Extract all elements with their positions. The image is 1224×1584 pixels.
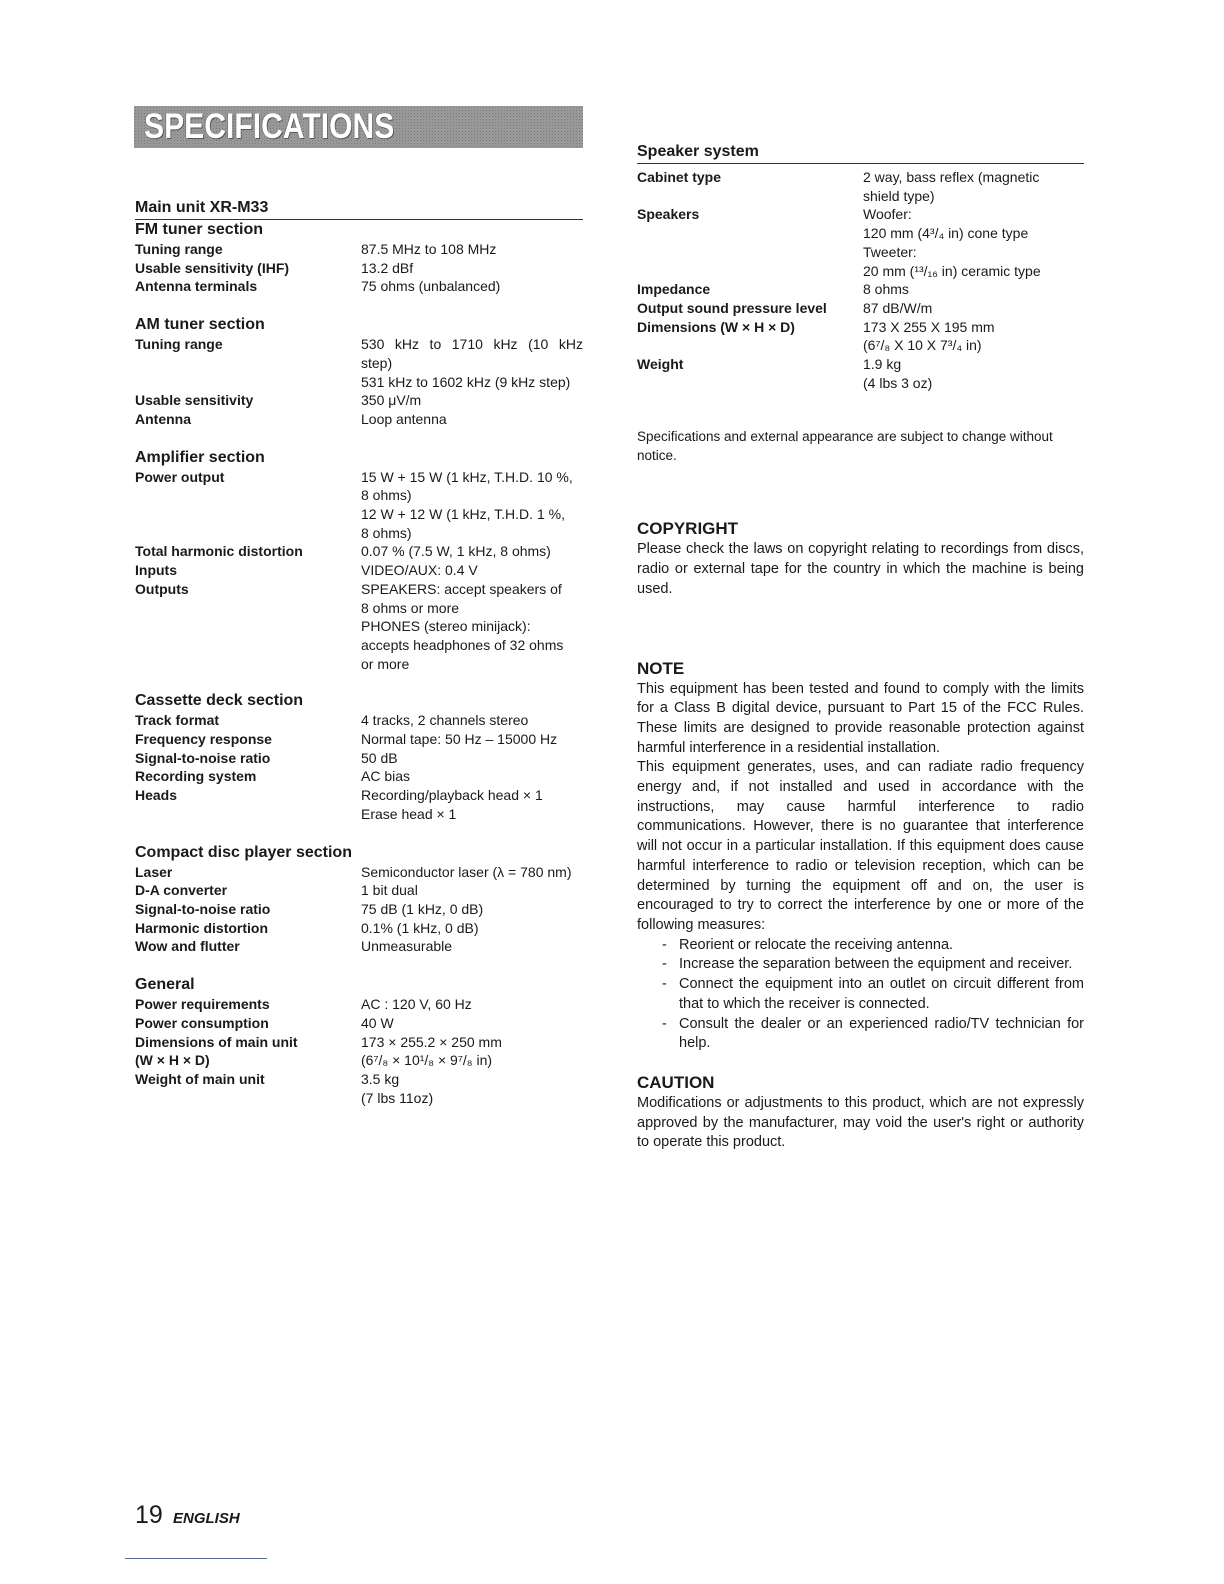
spec-row	[135, 1014, 583, 1033]
spec-value	[361, 542, 583, 561]
spec-value-line: AC bias	[361, 768, 411, 785]
page-language-label: ENGLISH	[173, 1510, 240, 1527]
spec-value-line: 530 kHz to 1710 kHz (10 kHz	[361, 336, 583, 353]
spec-value	[361, 786, 583, 823]
spec-value	[361, 881, 583, 900]
spec-label: Weight of main unit	[135, 1070, 265, 1087]
spec-value-line: Normal tape: 50 Hz – 15000 Hz	[361, 731, 558, 748]
caution-heading: CAUTION	[637, 1072, 715, 1092]
spec-value-line: 120 mm (4³/₄ in) cone type	[863, 225, 1029, 242]
spec-row	[135, 335, 583, 391]
main-unit-heading: Main unit XR-M33	[135, 198, 583, 220]
spec-row	[135, 542, 583, 561]
spec-value	[361, 711, 583, 730]
spec-value	[361, 277, 583, 296]
spec-value-line: step)	[361, 354, 393, 371]
spec-label: Frequency response	[135, 731, 272, 748]
spec-label: Signal-to-noise ratio	[135, 900, 271, 917]
spec-row	[135, 767, 583, 786]
spec-value	[863, 205, 1084, 280]
spec-label: Signal-to-noise ratio	[135, 749, 271, 766]
spec-label: Impedance	[637, 281, 711, 298]
spec-label: (W × H × D)	[135, 1052, 210, 1069]
speaker-system-heading: Speaker system	[637, 142, 1084, 164]
spec-label: Weight	[637, 356, 684, 373]
am-tuner-section	[135, 315, 583, 429]
spec-row	[135, 1033, 583, 1052]
spec-row	[135, 881, 583, 900]
spec-label: Power consumption	[135, 1014, 269, 1031]
spec-label: Antenna	[135, 410, 191, 427]
copyright-text: Please check the laws on copyright relating to recordings from discs, radio or external tape for the country in which the machine is being used.	[637, 541, 1084, 597]
spec-row	[135, 1070, 583, 1107]
spec-value	[361, 1033, 583, 1052]
spec-label: Track format	[135, 712, 220, 729]
spec-row	[135, 410, 583, 429]
spec-value	[361, 259, 583, 278]
spec-value-line: VIDEO/AUX: 0.4 V	[361, 562, 478, 579]
spec-value-line: 173 X 255 X 195 mm	[863, 318, 995, 335]
spec-label: Harmonic distortion	[135, 919, 269, 936]
spec-label: Cabinet type	[637, 169, 722, 185]
spec-label: Antenna terminals	[135, 278, 258, 295]
spec-label: Output sound pressure level	[637, 299, 827, 316]
spec-row	[135, 259, 583, 278]
spec-value	[863, 299, 1084, 318]
spec-value	[361, 919, 583, 938]
spec-label: Dimensions (W × H × D)	[637, 318, 795, 335]
spec-value-line: PHONES (stereo minijack):	[361, 618, 531, 635]
spec-value	[361, 240, 583, 259]
section-title: General	[135, 976, 195, 994]
spec-value-line: 75 dB (1 kHz, 0 dB)	[361, 900, 484, 917]
spec-row	[135, 1051, 583, 1070]
spec-value	[361, 863, 583, 882]
spec-value	[361, 391, 583, 410]
spec-value-line: 3.5 kg	[361, 1070, 400, 1087]
spec-value-line: 15 W + 15 W (1 kHz, T.H.D. 10 %,	[361, 468, 573, 485]
section-title: FM tuner section	[135, 221, 264, 238]
spec-label: D-A converter	[135, 882, 228, 899]
specifications-banner	[134, 106, 583, 148]
spec-value-line: 87 dB/W/m	[863, 299, 933, 316]
copyright-block	[637, 518, 1084, 599]
spec-value-line: AC : 120 V, 60 Hz	[361, 996, 472, 1013]
spec-value	[361, 561, 583, 580]
spec-label: Heads	[135, 787, 178, 804]
list-item-text: Increase the separation between the equipment and receiver.	[679, 956, 1073, 973]
spec-value-line: (7 lbs 11oz)	[361, 1089, 434, 1106]
spec-value-line: 75 ohms (unbalanced)	[361, 278, 501, 295]
spec-value-line: 13.2 dBf	[361, 259, 414, 276]
spec-value	[361, 749, 583, 768]
list-item-text: Consult the dealer or an experienced radio/TV technician for help.	[679, 1015, 1084, 1052]
spec-label: Recording system	[135, 768, 257, 785]
specifications-notice: Specifications and external appearance are subject to change without notice.	[637, 429, 1053, 464]
spec-value	[361, 1070, 583, 1107]
compact-disc-section	[135, 843, 583, 957]
spec-label: Wow and flutter	[135, 938, 240, 955]
list-item: - Connect the equipment into an outlet on circuit different from that to which the receiver is connected.	[662, 976, 1084, 1012]
spec-label: Tuning range	[135, 241, 223, 257]
spec-value-line: 2 way, bass reflex (magnetic	[863, 169, 1040, 185]
spec-value-line: 1.9 kg	[863, 356, 902, 373]
spec-value-line: Loop antenna	[361, 410, 447, 427]
spec-label: Dimensions of main unit	[135, 1033, 298, 1050]
spec-row	[637, 299, 1084, 318]
spec-row	[135, 580, 583, 674]
spec-value-line: 87.5 MHz to 108 MHz	[361, 241, 497, 257]
spec-label: Laser	[135, 863, 173, 880]
spec-value-line: 8 ohms or more	[361, 599, 460, 616]
spec-row	[637, 205, 1084, 280]
spec-table	[135, 335, 583, 429]
spec-label: Tuning range	[135, 336, 223, 353]
spec-label: Usable sensitivity	[135, 392, 254, 409]
spec-row	[637, 355, 1084, 392]
spec-value-line: Woofer:	[863, 206, 912, 223]
spec-row	[135, 711, 583, 730]
page-number: 19	[135, 1501, 163, 1529]
list-item: - Reorient or relocate the receiving antenna.	[662, 936, 954, 953]
spec-value-line: 531 kHz to 1602 kHz (9 kHz step)	[361, 373, 571, 390]
note-measures-list	[637, 936, 1084, 1054]
spec-row	[637, 318, 1084, 355]
spec-value-line: Recording/playback head × 1	[361, 787, 543, 804]
section-title: Compact disc player section	[135, 843, 352, 861]
spec-label: Inputs	[135, 562, 177, 579]
section-title: Cassette deck section	[135, 692, 304, 710]
list-item: - Increase the separation between the equipment and receiver.	[662, 956, 1073, 973]
caution-block	[637, 1072, 1084, 1153]
note-paragraph: This equipment generates, uses, and can radiate radio frequency energy and, if not installed and used in accordance with the instructions, may cause harmful interference to radio communications. However, there is no guarantee that interference will not occur in a particular installation. If this equipment does cause harmful interference to radio or television reception, which can be determined by turning the equipment off and on, the user is encouraged to try to correct the interference by one or more of the following measures:	[637, 759, 1084, 933]
spec-row	[135, 391, 583, 410]
caution-text: Modifications or adjustments to this product, which are not expressly approved by the manufacturer, may void the user's right or authority to operate this product.	[637, 1094, 1084, 1151]
spec-value-line: (6⁷/₈ × 10¹/₈ × 9⁷/₈ in)	[361, 1052, 493, 1069]
spec-value-line: 4 tracks, 2 channels stereo	[361, 712, 529, 729]
page-title: SPECIFICATIONS	[144, 107, 395, 146]
spec-row	[135, 240, 583, 259]
spec-row	[135, 749, 583, 768]
spec-value	[361, 995, 583, 1014]
spec-value-line: Tweeter:	[863, 243, 917, 260]
note-block	[637, 658, 1084, 1054]
copyright-heading: COPYRIGHT	[637, 519, 739, 539]
spec-value	[361, 900, 583, 919]
spec-value-line: Semiconductor laser (λ = 780 nm)	[361, 863, 572, 880]
spec-row	[135, 863, 583, 882]
spec-value-line: 173 × 255.2 × 250 mm	[361, 1033, 502, 1050]
spec-value-line: 0.1% (1 kHz, 0 dB)	[361, 919, 479, 936]
spec-value	[361, 1051, 583, 1070]
spec-label: Speakers	[637, 206, 700, 223]
spec-table	[135, 711, 583, 823]
spec-row	[135, 919, 583, 938]
spec-value-line: Unmeasurable	[361, 938, 453, 955]
spec-value-line: shield type)	[863, 187, 935, 204]
note-paragraph: This equipment has been tested and found to comply with the limits for a Class B digital device, pursuant to Part 15 of the FCC Rules. These limits are designed to provide reasonable protection against harmful interference in a residential installation.	[637, 680, 1084, 756]
spec-value-line: 0.07 % (7.5 W, 1 kHz, 8 ohms)	[361, 543, 551, 560]
spec-value	[863, 355, 1084, 392]
spec-value-line: SPEAKERS: accept speakers of	[361, 580, 562, 597]
spec-row	[637, 280, 1084, 299]
amplifier-section	[135, 448, 583, 674]
cassette-deck-section	[135, 691, 583, 823]
spec-value-line: 1 bit dual	[361, 882, 418, 899]
spec-value-line: 12 W + 12 W (1 kHz, T.H.D. 1 %,	[361, 506, 565, 523]
spec-value	[361, 730, 583, 749]
spec-row	[135, 468, 583, 543]
spec-row	[135, 900, 583, 919]
spec-table	[135, 468, 583, 674]
note-heading: NOTE	[637, 658, 685, 678]
footer-divider	[125, 1558, 267, 1559]
spec-value-line: 50 dB	[361, 749, 398, 766]
spec-value-line: 20 mm (¹³/₁₆ in) ceramic type	[863, 262, 1041, 279]
list-item-text: Reorient or relocate the receiving antenna.	[679, 936, 954, 953]
spec-value-line: Erase head × 1	[361, 805, 457, 822]
spec-value-line: or more	[361, 655, 410, 672]
spec-table	[135, 240, 583, 296]
spec-label: Total harmonic distortion	[135, 543, 303, 560]
spec-value	[361, 767, 583, 786]
spec-value	[863, 280, 1084, 299]
speaker-spec-table	[637, 168, 1084, 392]
spec-value-line: 350 μV/m	[361, 392, 422, 409]
spec-value-line: 40 W	[361, 1014, 394, 1031]
spec-table	[135, 995, 583, 1107]
spec-row	[135, 937, 583, 956]
spec-value-line: 8 ohms	[863, 281, 909, 298]
section-title: AM tuner section	[135, 316, 265, 334]
spec-value	[863, 168, 1084, 205]
spec-value	[361, 1014, 583, 1033]
spec-value	[361, 335, 583, 391]
spec-row	[135, 730, 583, 749]
spec-value	[863, 318, 1084, 355]
list-item-text: Connect the equipment into an outlet on circuit different from that to which the receiver is connected.	[679, 976, 1084, 1012]
spec-value-line: 8 ohms)	[361, 524, 412, 541]
list-item: - Consult the dealer or an experienced radio/TV technician for help.	[662, 1015, 1084, 1052]
spec-value	[361, 580, 583, 674]
spec-table	[135, 863, 583, 957]
spec-row	[637, 168, 1084, 205]
section-title: Amplifier section	[135, 448, 265, 466]
spec-label: Usable sensitivity (IHF)	[135, 259, 290, 276]
spec-value-line: (6⁷/₈ X 10 X 7³/₄ in)	[863, 337, 982, 354]
spec-label: Power requirements	[135, 996, 270, 1013]
spec-value	[361, 937, 583, 956]
spec-row	[135, 786, 583, 823]
spec-row	[135, 995, 583, 1014]
spec-value-line: accepts headphones of 32 ohms	[361, 636, 564, 653]
spec-row	[135, 561, 583, 580]
spec-row	[135, 277, 583, 296]
spec-label: Outputs	[135, 580, 189, 597]
spec-value-line: (4 lbs 3 oz)	[863, 374, 933, 391]
general-section	[135, 975, 583, 1107]
spec-value-line: 8 ohms)	[361, 487, 412, 504]
spec-label: Power output	[135, 468, 225, 485]
spec-value	[361, 468, 583, 543]
right-column	[637, 142, 1084, 1153]
fm-tuner-section	[135, 220, 583, 296]
main-unit-column	[135, 198, 583, 1107]
spec-value	[361, 410, 583, 429]
